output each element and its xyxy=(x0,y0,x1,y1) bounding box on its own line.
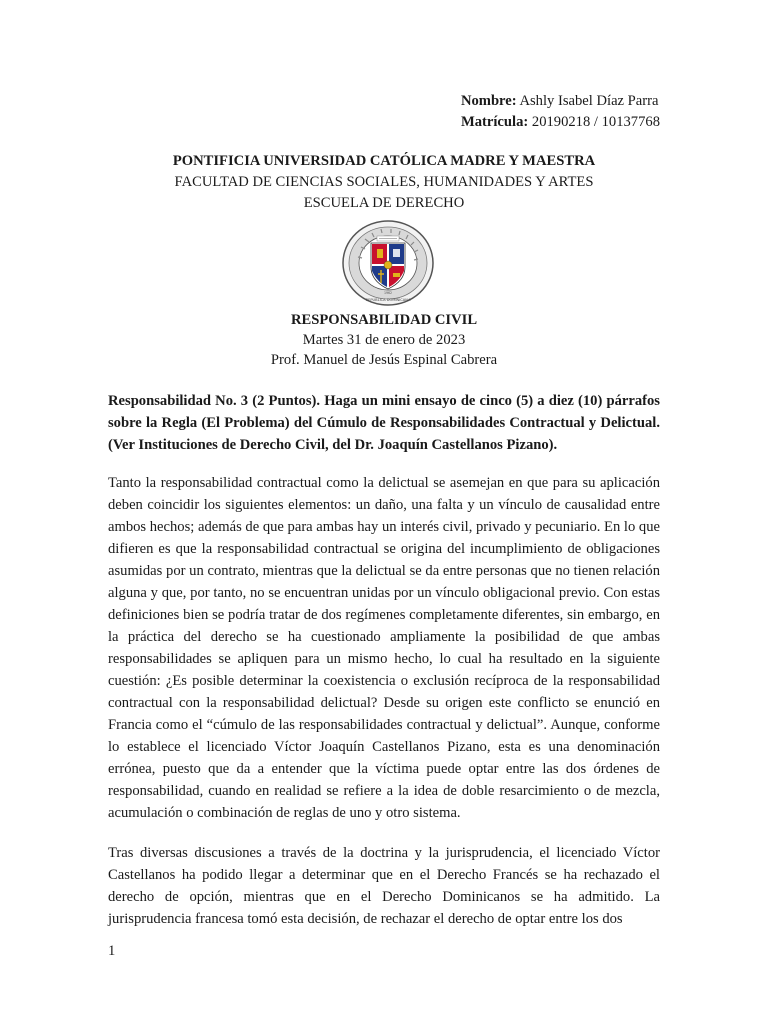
course-title: RESPONSABILIDAD CIVIL xyxy=(290,312,478,328)
university-name: PONTIFICIA UNIVERSIDAD CATÓLICA MADRE Y MAESTRA xyxy=(172,153,596,169)
course-block xyxy=(108,310,660,370)
institution-block xyxy=(108,151,660,214)
essay-paragraph-2: Tras diversas discusiones a través de la doctrina y la jurisprudencia, el licenciado Víctor Castellanos ha podido llegar a determinar que en el Derecho Francés se ha rechazado el derecho de opción, mientras que en el Derecho Dominicanos se ha admitido. La jurisprudencia francesa tomó esta decisión, de rechazar el derecho de optar entre los dos xyxy=(108,845,660,927)
name-label: Nombre: xyxy=(460,93,517,109)
page-number: 1 xyxy=(108,943,116,959)
id-value: 20190218 / 10137768 xyxy=(531,114,660,130)
student-name-line xyxy=(461,91,660,112)
svg-text:REPÚBLICA DOMINICANA: REPÚBLICA DOMINICANA xyxy=(365,298,411,302)
assignment-prompt: Responsabilidad No. 3 (2 Puntos). Haga un mini ensayo de cinco (5) a diez (10) párrafos sobre la Regla (El Problema) del Cúmulo de Responsabilidades Contractual y Delictual. (Ver Instituciones de Derecho Civil, del Dr. Joaquín Castellanos Pizano). xyxy=(108,393,660,453)
university-seal-logo xyxy=(341,219,435,307)
name-value: Ashly Isabel Díaz Parra xyxy=(519,93,659,109)
school-name: ESCUELA DE DERECHO xyxy=(303,195,465,211)
course-date: Martes 31 de enero de 2023 xyxy=(302,332,466,348)
svg-text:1962: 1962 xyxy=(383,291,393,295)
faculty-name: FACULTAD DE CIENCIAS SOCIALES, HUMANIDADES Y ARTES xyxy=(174,174,594,190)
course-professor: Prof. Manuel de Jesús Espinal Cabrera xyxy=(270,352,498,368)
student-info xyxy=(461,91,660,133)
id-label: Matrícula: xyxy=(460,114,529,130)
essay-paragraph-1: Tanto la responsabilidad contractual como la delictual se asemejan en que para su aplicación deben coincidir los siguientes elementos: un daño, una falta y un vínculo de causalidad entre ambos hechos; además de que para ambas hay un interés civil, privado y pecuniario. En lo que difieren es que la responsabilidad contractual se origina del incumplimiento de obligaciones asumidas por un contrato, mientras que la delictual se da entre personas que no tienen relación alguna y que, por tanto, no se encuentran unidas por un vínculo obligacional previo. Con estas definiciones bien se podría tratar de dos regímenes completamente diferentes, sin embargo, en la práctica del derecho se ha cuestionado ampliamente la posibilidad de que ambas responsabilidades se apliquen para un mismo hecho, lo cual ha resultado en la siguiente cuestión: ¿Es posible determinar la coexistencia o exclusión recíproca de la responsabilidad contractual con la responsabilidad delictual? Desde su origen este conflicto se enunció en Francia como el “cúmulo de las responsabilidades contractual y delictual”. Aunque, conforme lo establece el licenciado Víctor Joaquín Castellanos Pizano, esta es una denominación errónea, puesto que da a entender que la víctima puede optar entre las dos órdenes de responsabilidad, cuando en realidad se refiere a la idea de doble resarcimiento o de mezcla, acumulación o combinación de reglas de uno y otro sistema. xyxy=(108,475,660,821)
student-id-line xyxy=(461,112,660,133)
